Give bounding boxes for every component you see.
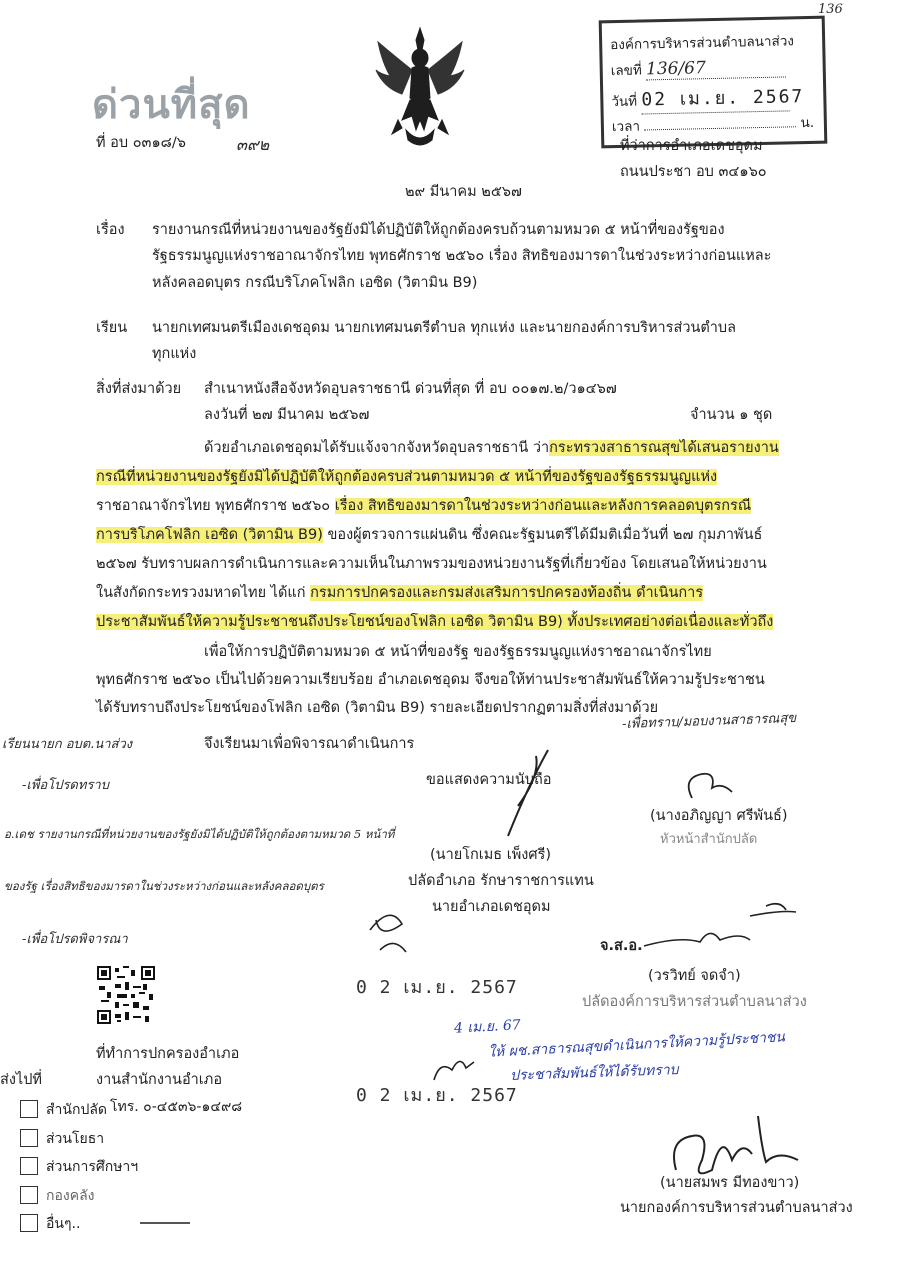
receipt-time-suffix: น. [800,114,815,132]
para1-line-1: ด้วยอำเภอเดชอุดมได้รับแจ้งจากจังหวัดอุบลราชธานี ว่ากระทรวงสาธารณสุขได้เสนอรายงาน [204,440,779,456]
checkbox-education-label: ส่วนการศึกษาฯ [46,1159,139,1175]
signer-title-1: ปลัดอำเภอ รักษาราชการแทน [408,873,594,889]
signature-deputy [640,896,800,960]
checkbox-office-label: สำนักปลัด [46,1102,108,1118]
office-phone: โทร. ๐-๔๕๓๖-๑๔๙๘ [110,1099,243,1115]
checkbox-finance[interactable] [20,1186,38,1204]
handwritten-blue-1: ให้ ผช.สาธารณสุขดำเนินการให้ความรู้ประชาชน [487,1029,786,1061]
document-date: ๒๙ มีนาคม ๒๕๖๗ [405,184,522,200]
receipt-date-value: 02 เม.ย. 2567 [641,81,790,114]
issuer-address: ถนนประชา อบ ๓๔๑๖๐ [620,164,767,180]
receipt-stamp [599,16,828,149]
page-number: 136 [818,2,843,17]
handwritten-note-top-right: -เพื่อทราบ/มอบงานสาธารณสุข [621,710,797,733]
deputy-title: ปลัดองค์การบริหารส่วนตำบลนาส่วง [582,994,807,1010]
issuer-office: ที่ว่าการอำเภอเดชอุดม [620,138,763,154]
receipt-number-value: 136/67 [646,56,786,80]
handwritten-left-5: -เพื่อโปรดพิจารณา [22,932,128,947]
receipt-date-label: วันที่ [611,93,638,111]
right-signer-title: หัวหน้าสำนักปลัด [660,832,758,847]
para1-line-5: ๒๕๖๗ รับทราบผลการดำเนินการและความเห็นในภาพรวมของหน่วยงานรัฐที่เกี่ยวข้อง โดยเสนอให้หน่วยงาน [96,556,767,572]
handwritten-left-1: เรียนนายก อบต.นาส่วง [2,737,133,752]
signature-small [350,900,430,970]
received-date-stamp-2: 0 2 เม.ย. 2567 [356,1085,518,1106]
subject-label: เรื่อง [96,222,125,238]
para1-line-6: ในสังกัดกระทรวงมหาดไทย ได้แก่ กรมการปกครองและกรมส่งเสริมการปกครองท้องถิ่น ดำเนินการ [96,585,704,601]
doc-number-handwritten: ๓๙๒ [236,135,270,154]
enclosure-label: สิ่งที่ส่งมาด้วย [96,381,182,397]
receipt-number-label: เลขที่ [610,62,642,80]
closing-request: จึงเรียนมาเพื่อพิจารณาดำเนินการ [204,736,415,752]
office-name: ที่ทำการปกครองอำเภอ [96,1046,240,1062]
subject-line-2: รัฐธรรมนูญแห่งราชอาณาจักรไทย พุทธศักราช ๒๕๖๐ เรื่อง สิทธิของมารดาในช่วงระหว่างก่อนแหละ [152,248,772,264]
mayor-name: (นายสมพร มีทองขาว) [660,1175,800,1191]
para2-line-2: พุทธศักราช ๒๕๖๐ เป็นไปด้วยความเรียบร้อย อำเภอเดชอุดม จึงขอให้ท่านประชาสัมพันธ์ให้ความรู้ประชาชน [96,672,765,688]
signature-right [682,768,742,808]
para2-line-1: เพื่อให้การปฏิบัติตามหมวด ๕ หน้าที่ของรัฐ ของรัฐธรรมนูญแห่งราชอาณาจักรไทย [204,644,712,660]
distribute-label: ส่งไปที่ [0,1072,42,1088]
recipient-line-1: นายกเทศมนตรีเมืองเดชอุดม นายกเทศมนตรีตำบล ทุกแห่ง และนายกองค์การบริหารส่วนตำบล [152,320,737,336]
handwritten-left-4: ของรัฐ เรื่องสิทธิของมารดาในช่วงระหว่างก่อนและหลังคลอดบุตร [4,879,324,893]
other-line [140,1222,190,1224]
garuda-emblem [372,24,468,152]
para1-line-4: การบริโภคโฟลิก เอซิด (วิตามิน B9) ของผู้ตรวจการแผ่นดิน ซึ่งคณะรัฐมนตรีได้มีมติเมื่อวันที่ ๒๗ กุมภาพันธ์ [96,527,763,543]
handwritten-blue-date: 4 เม.ย. 67 [453,1017,522,1037]
checkbox-other[interactable] [20,1214,38,1232]
checkbox-office[interactable] [20,1100,38,1118]
doc-number: ที่ อบ ๐๓๑๘/๖ [96,135,186,151]
handwritten-left-2: -เพื่อโปรดทราบ [22,778,109,793]
recipient-line-2: ทุกแห่ง [152,346,197,362]
enclosure-line-2: ลงวันที่ ๒๗ มีนาคม ๒๕๖๗ [204,407,370,423]
received-date-stamp-1: 0 2 เม.ย. 2567 [356,977,518,998]
checkbox-public-works-label: ส่วนโยธา [46,1131,105,1147]
right-signer-name: (นางอภิญญา ศรีพันธ์) [650,808,788,824]
checkbox-finance-label: กองคลัง [46,1188,95,1204]
signer-title-2: นายอำเภอเดชอุดม [432,899,551,915]
para1-line-2: กรณีที่หน่วยงานของรัฐยังมิได้ปฏิบัติให้ถูกต้องครบส่วนตามหมวด ๕ หน้าที่ของรัฐของรัฐธรรมนูญแห่ง [96,469,718,485]
para1-line-3: ราชอาณาจักรไทย พุทธศักราช ๒๕๖๐ เรื่อง สิทธิของมารดาในช่วงระหว่างก่อนและหลังการคลอดบุตรกรณี [96,498,752,514]
enclosure-line-1: สำเนาหนังสือจังหวัดอุบลราชธานี ด่วนที่สุด ที่ อบ ๐๐๑๗.๒/ว๑๔๖๗ [204,381,617,397]
initials-mark [430,1050,480,1090]
signature-main [488,746,558,842]
handwritten-blue-2: ประชาสัมพันธ์ให้ได้รับทราบ [509,1062,679,1084]
subject-line-3: หลังคลอดบุตร กรณีบริโภคโฟลิก เอซิด (วิตามิน B9) [152,275,478,291]
checkbox-education[interactable] [20,1157,38,1175]
checkbox-public-works[interactable] [20,1129,38,1147]
enclosure-quantity: จำนวน ๑ ชุด [690,407,773,423]
rank-prefix: จ.ส.อ. [600,938,643,954]
office-unit: งานสำนักงานอำเภอ [96,1072,223,1088]
receipt-time-label: เวลา [611,118,641,136]
urgency-stamp: ด่วนที่สุด [92,81,251,128]
qr-code [97,966,155,1024]
receipt-org: องค์การบริหารส่วนตำบลนาส่วง [610,33,795,54]
para1-line-7: ประชาสัมพันธ์ให้ความรู้ประชาชนถึงประโยชน์ของโฟลิก เอซิด วิตามิน B9) ทั้งประเทศอย่างต่อเนื่องและทั่วถึง [96,614,774,630]
recipient-label: เรียน [96,320,128,336]
deputy-name: (วรวิทย์ จดจำ) [648,968,741,984]
closing: ขอแสดงความนับถือ [426,772,552,788]
subject-line-1: รายงานกรณีที่หน่วยงานของรัฐยังมิได้ปฏิบัติให้ถูกต้องครบถ้วนตามหมวด ๕ หน้าที่ของรัฐของ [152,222,725,238]
signer-name: (นายโกเมธ เพ็งศรี) [430,847,551,863]
handwritten-left-3: อ.เดช รายงานกรณีที่หน่วยงานของรัฐยังมิได้ปฏิบัติให้ถูกต้องตามหมวด 5 หน้าที่ [4,827,395,841]
mayor-title: นายกองค์การบริหารส่วนตำบลนาส่วง [620,1200,853,1216]
checkbox-other-label: อื่นๆ.. [46,1216,81,1232]
para2-line-3: ได้รับทราบถึงประโยชน์ของโฟลิก เอซิด (วิตามิน B9) รายละเอียดปรากฏตามสิ่งที่ส่งมาด้วย [96,700,659,716]
